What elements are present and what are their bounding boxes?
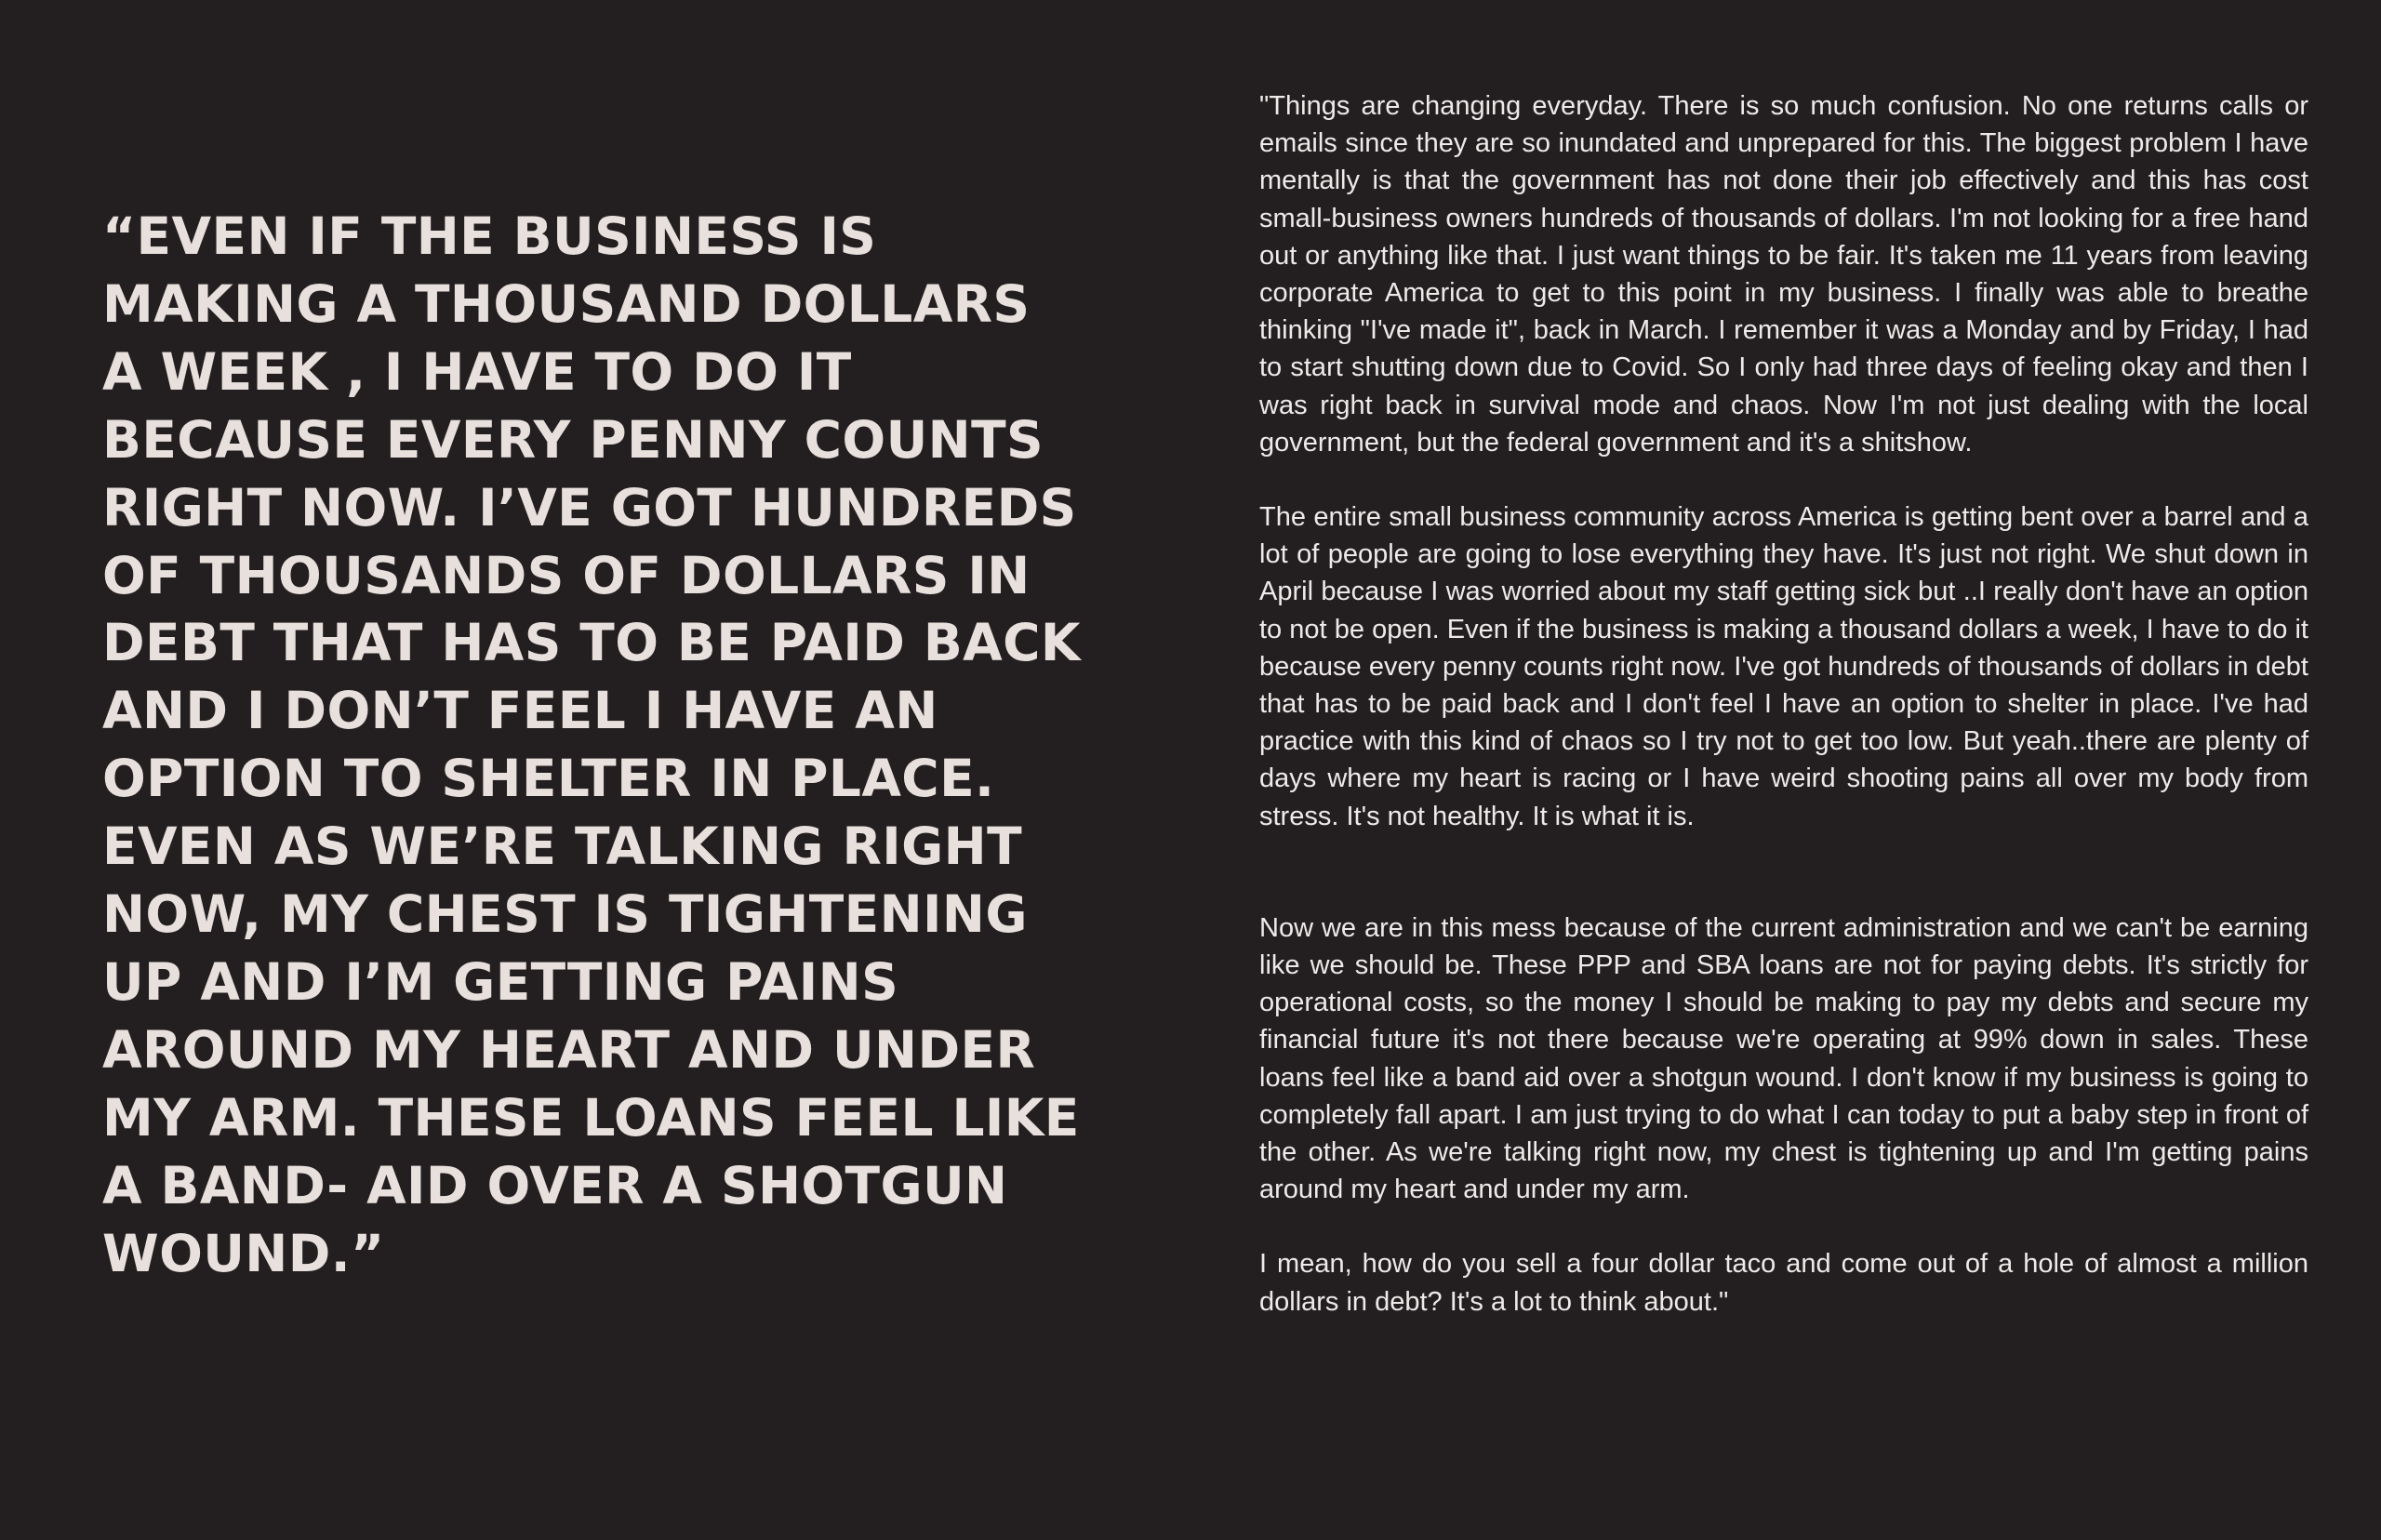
interview-body-column (1259, 87, 2308, 1321)
body-paragraph: I mean, how do you sell a four dollar taco and come out of a hole of almost a million dollars in debt? It's a lot to think about." (1259, 1249, 2308, 1317)
body-paragraph: Now we are in this mess because of the current administration and we can't be earning like we should be. These PPP and SBA loans are not for paying debts. It's strictly for operational costs, so the money I should be making to pay my debts and secure my financial future it's not there because we're operating at 99% down in sales. These loans feel like a band aid over a shotgun wound. I don't know if my business is going to completely fall apart. I am just trying to do what I can today to put a baby step in front of the other. As we're talking right now, my chest is tightening up and I'm getting pains around my heart and under my arm. (1259, 912, 2308, 1205)
body-paragraph: "Things are changing everyday. There is so much confusion. No one returns calls or emails since they are so inundated and unprepared for this. The biggest problem I have mentally is that the government has not done their job effectively and this has cost small-business owners hundreds of thousands of dollars. I'm not looking for a free hand out or anything like that. I just want things to be fair. It's taken me 11 years from leaving corporate America to get to this point in my business. I finally was able to breathe thinking "I've made it", back in March. I remember it was a Monday and by Friday, I had to start shutting down due to Covid. So I only had three days of feeling okay and then I was right back in survival mode and chaos. Now I'm not just dealing with the local government, but the federal government and it's a shitshow. (1259, 91, 2308, 458)
body-paragraph: The entire small business community across America is getting bent over a barrel and a lot of people are going to lose everything they have. It's just not right. We shut down in April because I was worried about my staff getting sick but ..I really don't have an option to not be open. Even if the business is making a thousand dollars a week, I have to do it because every penny counts right now. I've got hundreds of thousands of dollars in debt that has to be paid back and I don't feel I have an option to shelter in place. I've had practice with this kind of chaos so I try not to get too low. But yeah..there are plenty of days where my heart is racing or I have weird shooting pains all over my body from stress. It's not healthy. It is what it is. (1259, 502, 2308, 831)
pull-quote: “EVEN IF THE BUSINESS IS MAKING A THOUSAND DOLLARS A WEEK , I HAVE TO DO IT BECAUSE EVERY PENNY COUNTS RIGHT NOW. I’VE GOT HUNDREDS OF THOUSANDS OF DOLLARS IN DEBT THAT HAS TO BE PAID BACK AND I DON’T FEEL I HAVE AN OPTION TO SHELTER IN PLACE. EVEN AS WE’RE TALKING RIGHT NOW, MY CHEST IS TIGHTENING UP AND I’M GETTING PAINS AROUND MY HEART AND UNDER MY ARM. THESE LOANS FEEL LIKE A BAND- AID OVER A SHOTGUN WOUND.” (102, 206, 1081, 1283)
